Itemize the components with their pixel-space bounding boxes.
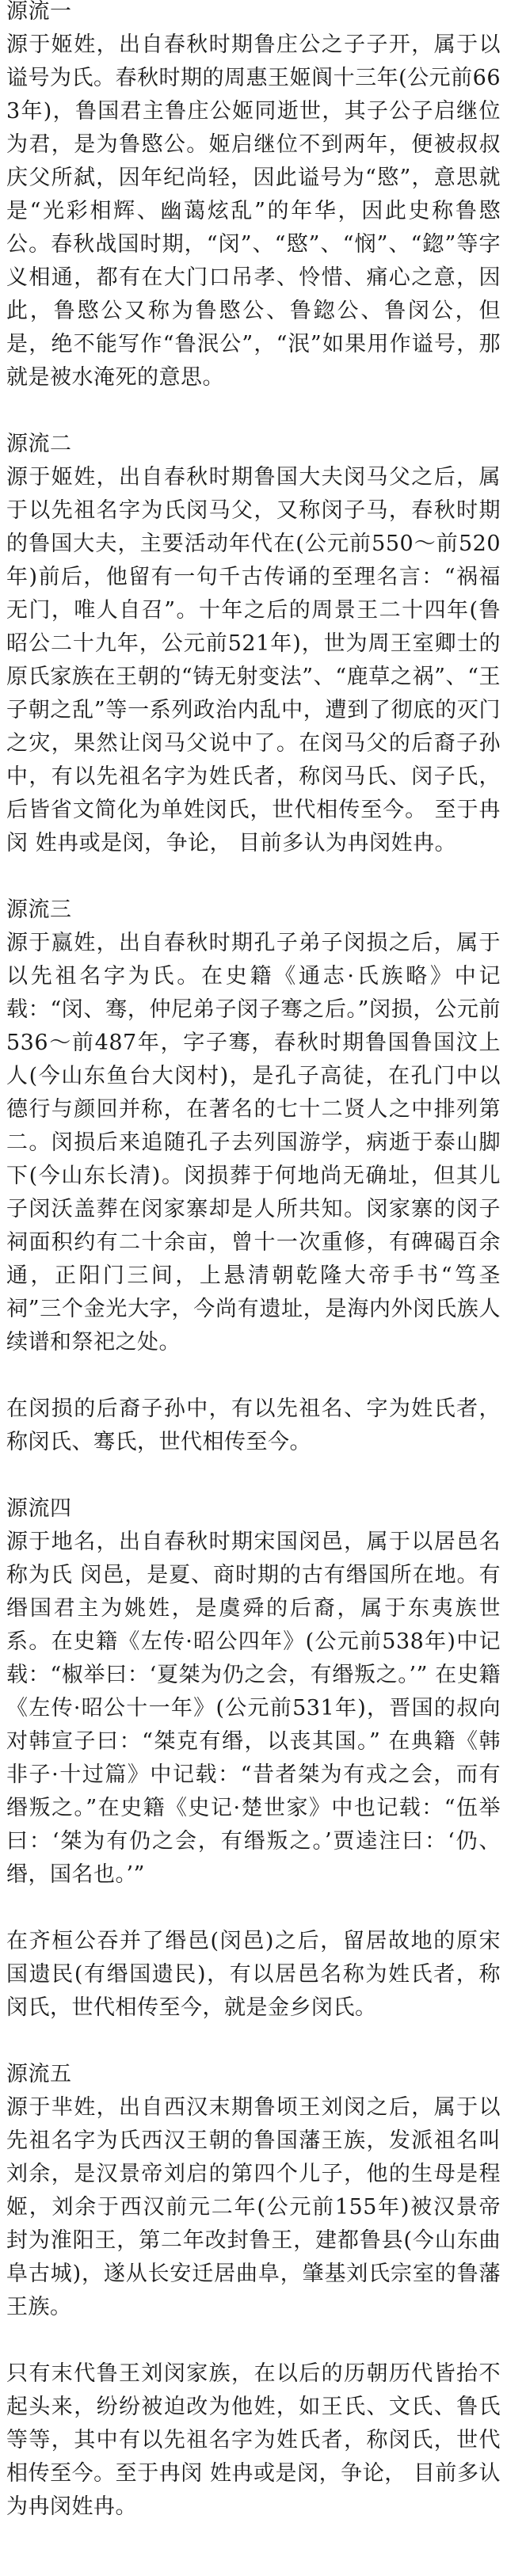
section-1-paragraph-1: 源于姬姓，出自春秋时期鲁庄公之子子开，属于以谥号为氏。春秋时期的周惠王姬阆十三年(公元前663年)，鲁国君主鲁庄公姬同逝世，其子公子启继位为君，是为鲁愍公。姬启继位不到两年，便被叔叔庆父所弑，因年纪尚轻，因此谥号为“愍”，意思就是“光彩相辉、幽蔼炫乱”的年华，因此史称鲁愍公。春秋战国时期，“闵”、“愍”、“悯”、“鍃”等字义相通，都有在大门口吊孝、怜惜、痛心之意，因此，鲁愍公又称为鲁愍公、鲁鍃公、鲁闵公，但是，绝不能写作“鲁泯公”，“泯”如果用作谥号，那就是被水淹死的意思。 (6, 32, 501, 390)
section-5-paragraph-1: 源于芈姓，出自西汉末期鲁顷王刘闵之后，属于以先祖名字为氏西汉王朝的鲁国藩王族，发派祖名叫刘余，是汉景帝刘启的第四个儿子，他的生母是程姬，刘余于西汉前元二年(公元前155年)被汉景帝封为淮阳王，第二年改封鲁王，建都鲁县(今山东曲阜古城)，遂从长安迁居曲阜，肇基刘氏宗室的鲁藩王族。 (6, 2095, 501, 2319)
section-heading-5: 源流五 (6, 2062, 72, 2086)
section-4-paragraph-1: 源于地名，出自春秋时期宋国闵邑，属于以居邑名称为氏 闵邑，是夏、商时期的古有缗国所在地。有缗国君主为姚姓，是虞舜的后裔，属于东夷族世系。在史籍《左传·昭公四年》(公元前538年)中记载：“椒举曰：‘夏桀为仍之会，有缗叛之。’” 在史籍《左传·昭公十一年》(公元前531年)，晋国的叔向对韩宣子曰：“桀克有缗，以丧其国。” 在典籍《韩非子·十过篇》中记载：“昔者桀为有戎之会，而有缗叛之。”在史籍《史记·楚世家》中也记载：“伍举曰：‘桀为有仍之会，有缗叛之。’贾逵注曰：‘仍、缗，国名也。’” (6, 1530, 501, 1887)
section-heading-3: 源流三 (6, 897, 72, 922)
section-5-paragraph-2: 只有末代鲁王刘闵家族，在以后的历朝历代皆抬不起头来，纷纷被迫改为他姓，如王氏、文氏、鲁氏等等，其中有以先祖名字为姓氏者，称闵氏，世代相传至今。至于冉闵 姓冉或是闵，争论， 目前多认为冉闵姓冉。 (6, 2361, 501, 2519)
paragraph-divider (6, 1892, 501, 1925)
section-heading-1: 源流一 (6, 0, 72, 24)
section-divider (6, 394, 501, 428)
section-divider (6, 1459, 501, 1492)
section-3-paragraph-2: 在闵损的后裔子孙中，有以先祖名、字为姓氏者，称闵氏、骞氏，世代相传至今。 (6, 1397, 501, 1454)
paragraph-divider (6, 1359, 501, 1393)
section-4-paragraph-2: 在齐桓公吞并了缗邑(闵邑)之后，留居故地的原宋国遗民(有缗国遗民)，有以居邑名称为姓氏者，称闵氏，世代相传至今，就是金乡闵氏。 (6, 1929, 501, 2020)
section-divider (6, 2025, 501, 2058)
paragraph-divider (6, 2324, 501, 2357)
section-3-paragraph-1: 源于嬴姓，出自春秋时期孔子弟子闵损之后，属于以先祖名字为氏。在史籍《通志·氏族略》中记载：“闵、骞，仲尼弟子闵子骞之后。”闵损，公元前536～前487年，字子骞，春秋时期鲁国鲁国汶上人(今山东鱼台大闵村)，是孔子高徒，在孔门中以德行与颜回并称，在著名的七十二贤人之中排列第二。闵损后来追随孔子去列国游学，病逝于泰山脚下(今山东长清)。闵损葬于何地尚无确址，但其儿子闵沃盖葬在闵家寨却是人所共知。闵家寨的闵子祠面积约有二十余亩，曾十一次重修，有碑碣百余通，正阳门三间，上悬清朝乾隆大帝手书“笃圣祠”三个金光大字，今尚有遗址，是海内外闵氏族人续谱和祭祀之处。 (6, 931, 501, 1355)
section-heading-4: 源流四 (6, 1496, 72, 1521)
section-divider (6, 860, 501, 894)
section-heading-2: 源流二 (6, 432, 72, 456)
section-2-paragraph-1: 源于姬姓，出自春秋时期鲁国大夫闵马父之后，属于以先祖名字为氏闵马父，又称闵子马，春秋时期的鲁国大夫，主要活动年代在(公元前550～前520年)前后，他留有一句千古传诵的至理名言：“祸福无门，唯人自召”。十年之后的周景王二十四年(鲁昭公二十九年，公元前521年)，世为周王室卿士的原氏家族在王朝的“铸无射变法”、“鹿草之祸”、“王子朝之乱”等一系列政治内乱中，遭到了彻底的灭门之灾，果然让闵马父说中了。在闵马父的后裔子孙中，有以先祖名字为姓氏者，称闵马氏、闵子氏，后皆省文简化为单姓闵氏，世代相传至今。 至于冉闵 姓冉或是闵，争论， 目前多认为冉闵姓冉。 (6, 465, 501, 855)
